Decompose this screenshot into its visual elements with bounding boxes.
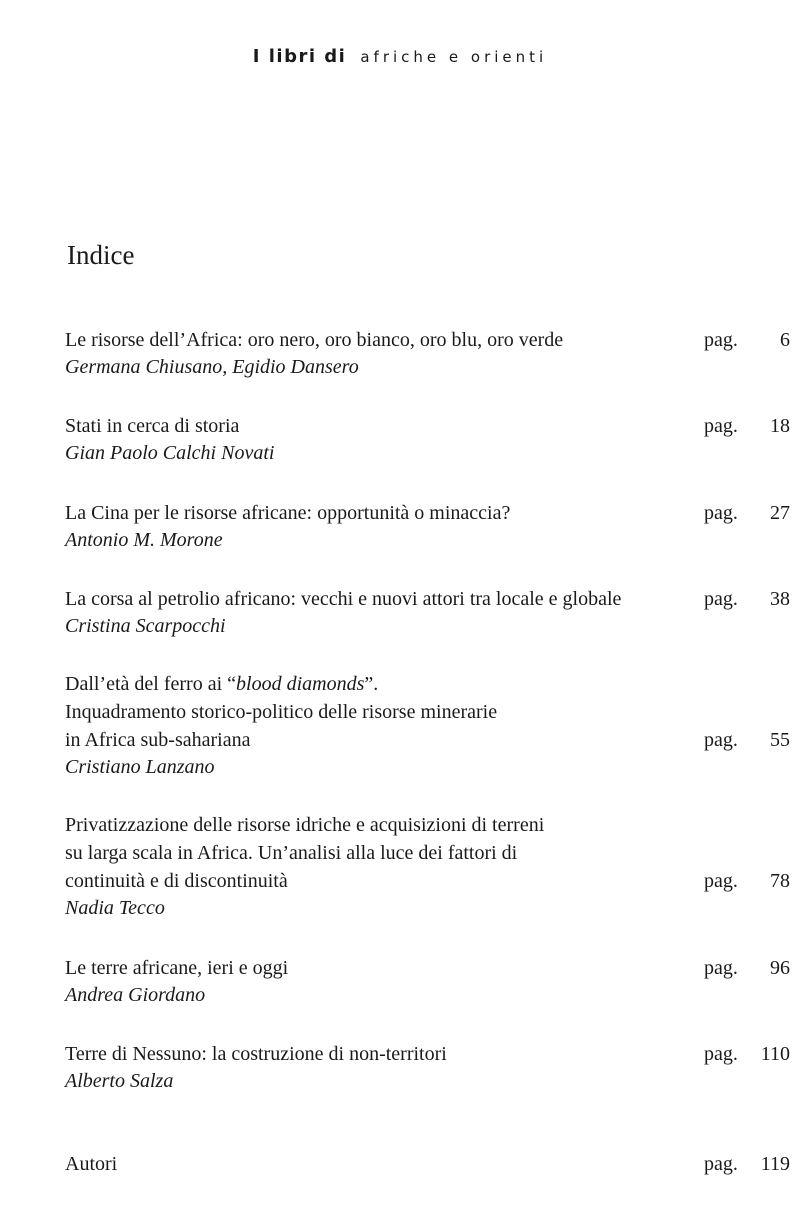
- page-reference: [704, 867, 790, 895]
- page-number: 96: [770, 957, 790, 979]
- entry-title: La Cina per le risorse africane: opportunità o minaccia?: [65, 502, 511, 524]
- entry-author: Andrea Giordano: [65, 984, 206, 1006]
- entry-author: Gian Paolo Calchi Novati: [65, 442, 275, 464]
- page-number: 38: [770, 588, 790, 610]
- page-reference: [704, 954, 790, 982]
- toc-entry[interactable]: [65, 1040, 790, 1095]
- series-label: I libri di: [252, 46, 347, 67]
- entry-author: Germana Chiusano, Egidio Dansero: [65, 356, 359, 378]
- page-reference: [704, 726, 790, 754]
- toc-entry[interactable]: [65, 412, 790, 467]
- italic-phrase: blood diamonds: [236, 673, 365, 695]
- page-reference: [704, 585, 790, 613]
- entry-author: Antonio M. Morone: [65, 529, 223, 551]
- page-number: 119: [760, 1153, 790, 1175]
- page-number: 18: [770, 415, 790, 437]
- entry-title-line: Privatizzazione delle risorse idriche e acquisizioni di terreni: [65, 814, 545, 836]
- toc-entry[interactable]: [65, 499, 790, 554]
- toc-entry[interactable]: [65, 670, 790, 781]
- pag-label: pag.: [704, 957, 738, 979]
- toc-entry-authors[interactable]: [65, 1150, 790, 1178]
- entry-author: Alberto Salza: [65, 1070, 174, 1092]
- entry-title-line: continuità e di discontinuità: [65, 870, 288, 892]
- page-header: [0, 46, 800, 67]
- page-number: 55: [770, 729, 790, 751]
- series-name: afriche e orienti: [360, 48, 548, 66]
- pag-label: pag.: [704, 729, 738, 751]
- page-title: Indice: [67, 240, 135, 270]
- toc-entry[interactable]: [65, 326, 790, 381]
- entry-title: Autori: [65, 1153, 118, 1175]
- page-number: 27: [770, 502, 790, 524]
- toc-entry[interactable]: [65, 585, 790, 640]
- entry-author: Nadia Tecco: [65, 897, 165, 919]
- pag-label: pag.: [704, 329, 738, 351]
- page-reference: [704, 499, 790, 527]
- entry-title: Le risorse dell’Africa: oro nero, oro bianco, oro blu, oro verde: [65, 329, 564, 351]
- entry-title: Terre di Nessuno: la costruzione di non-territori: [65, 1043, 447, 1065]
- pag-label: pag.: [704, 415, 738, 437]
- pag-label: pag.: [704, 502, 738, 524]
- entry-title: Le terre africane, ieri e oggi: [65, 957, 289, 979]
- page-reference: [704, 412, 790, 440]
- entry-author: Cristina Scarpocchi: [65, 615, 226, 637]
- entry-title-line: in Africa sub-sahariana: [65, 729, 251, 751]
- page-number: 110: [760, 1043, 790, 1065]
- entry-title-line: Dall’età del ferro ai “blood diamonds”.: [65, 673, 379, 695]
- entry-title: Stati in cerca di storia: [65, 415, 240, 437]
- entry-author: Cristiano Lanzano: [65, 756, 215, 778]
- toc-entry[interactable]: [65, 811, 790, 922]
- entry-title-line: su larga scala in Africa. Un’analisi alla luce dei fattori di: [65, 842, 518, 864]
- entry-title-line: Inquadramento storico-politico delle risorse minerarie: [65, 701, 498, 723]
- page-number: 6: [780, 329, 790, 351]
- toc-entry[interactable]: [65, 954, 790, 1009]
- page-reference: [704, 326, 790, 354]
- page-number: 78: [770, 870, 790, 892]
- pag-label: pag.: [704, 1043, 738, 1065]
- entry-title: La corsa al petrolio africano: vecchi e nuovi attori tra locale e globale: [65, 588, 622, 610]
- pag-label: pag.: [704, 588, 738, 610]
- pag-label: pag.: [704, 870, 738, 892]
- page-reference: [704, 1150, 790, 1178]
- page-reference: [704, 1040, 790, 1068]
- pag-label: pag.: [704, 1153, 738, 1175]
